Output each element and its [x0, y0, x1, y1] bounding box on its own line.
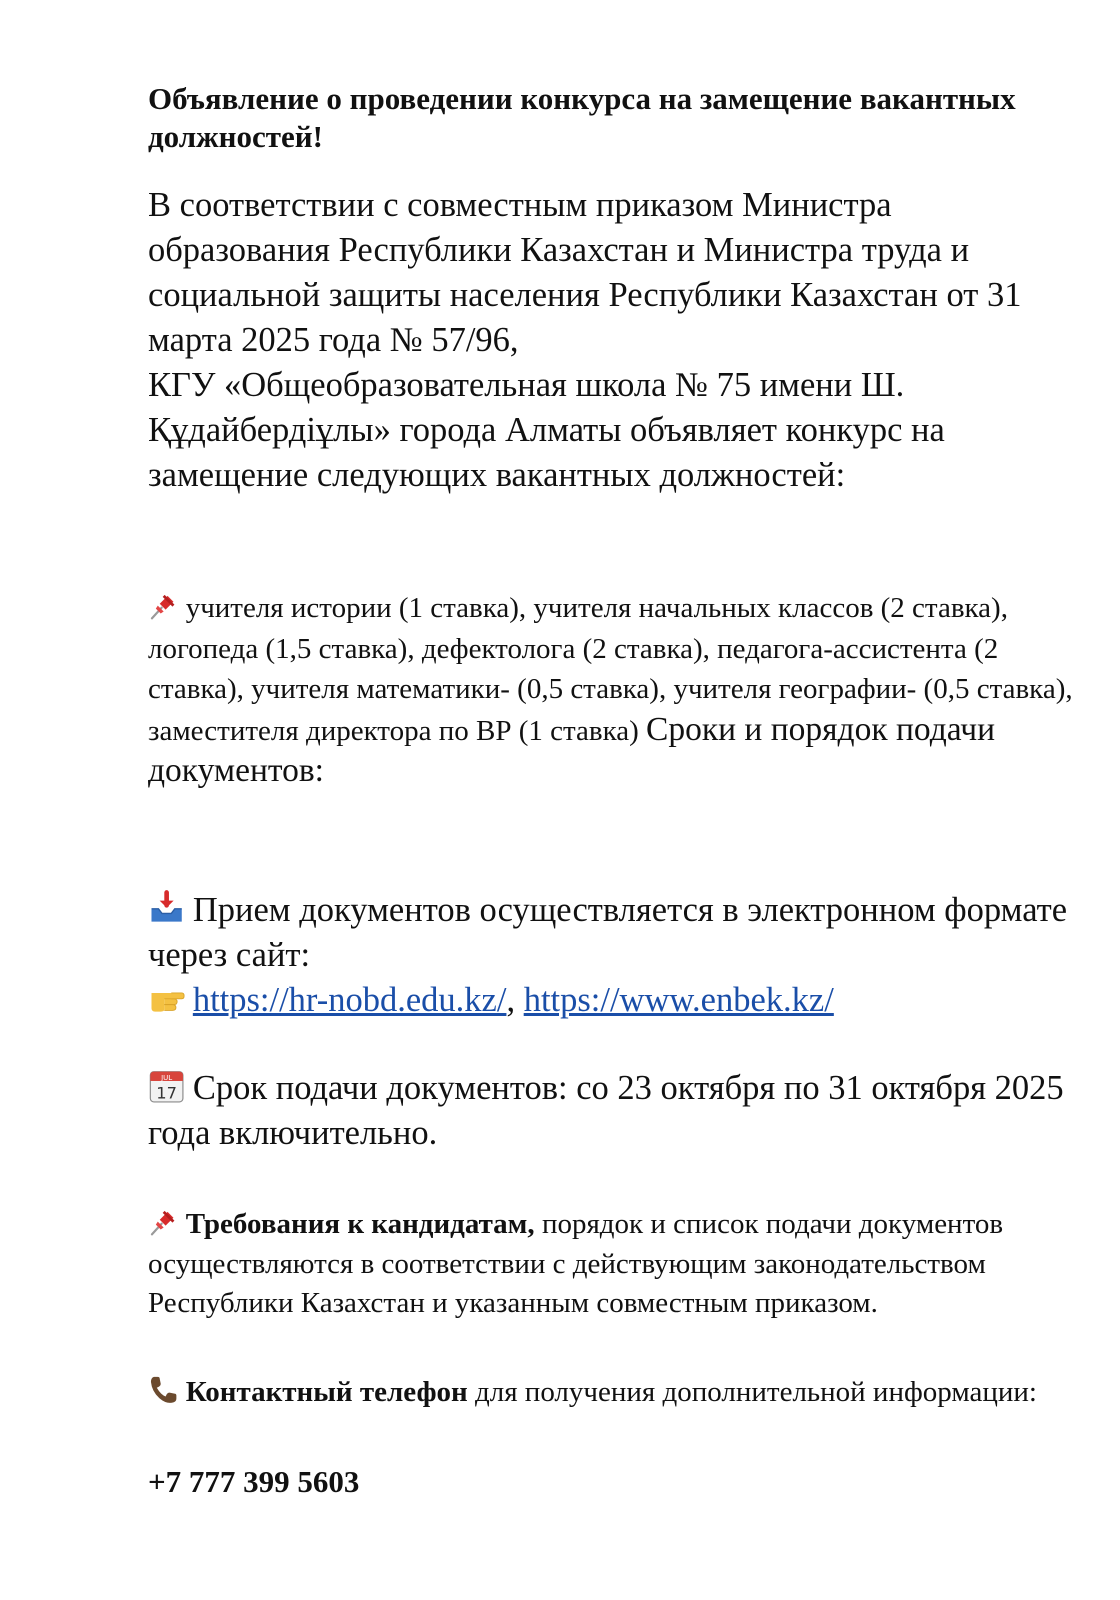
- requirements-section: [148, 1205, 1080, 1324]
- requirements-heading: Требования к кандидатам,: [185, 1208, 535, 1240]
- vacancy-list-text: учителя истории (1 ставка), учителя начальных классов (2 ставка), логопеда (1,5 ставка), дефектолога (2 ставка), педагога-ассистента (2 ставка), учителя математики- (0,5 ставка), учителя географии- (0,5 ставка), заместителя директора по ВР (1 ставка): [148, 592, 1073, 747]
- pushpin-icon: [148, 1206, 179, 1237]
- contact-section: [148, 1373, 1080, 1413]
- enbek-link[interactable]: https://www.enbek.kz/: [523, 981, 834, 1019]
- reception-text: Прием документов осуществляется в электронном формате через сайт:: [148, 891, 1068, 974]
- reception-section: [148, 888, 1080, 1023]
- contact-phone-number[interactable]: +7 777 399 5603: [148, 1464, 360, 1499]
- calendar-month: JUL: [161, 1073, 173, 1082]
- intro-section: [148, 183, 1080, 498]
- deadline-text: Срок подачи документов: со 23 октября по 31 октября 2025 года включительно.: [148, 1069, 1064, 1152]
- link-separator: ,: [506, 981, 524, 1019]
- pushpin-icon: [148, 590, 179, 621]
- pointing-hand-icon: [148, 979, 185, 1016]
- deadline-section: [148, 1066, 1080, 1156]
- requirements-text: порядок и список подачи документов осуществляются в соответствии с действующим законодательством Республики Казахстан и указанным совместным приказом.: [148, 1208, 1004, 1319]
- contact-heading: Контактный телефон: [185, 1376, 468, 1408]
- telephone-receiver-icon: [148, 1374, 179, 1405]
- vacancies-section: [148, 588, 1080, 793]
- hr-nobd-link[interactable]: https://hr-nobd.edu.kz/: [192, 981, 507, 1019]
- page-title: Объявление о проведении конкурса на замещение вакантных должностей!: [148, 81, 1016, 154]
- contact-text: для получения дополнительной информации:: [467, 1376, 1037, 1408]
- inbox-tray-icon: [148, 889, 185, 926]
- order-reference-text: В соответствии с совместным приказом Министра образования Республики Казахстан и Министра труда и социальной защиты населения Республики Казахстан от 31 марта 2025 года № 57/96,: [148, 186, 1022, 359]
- calendar-icon: [148, 1067, 185, 1104]
- calendar-day: 17: [156, 1083, 177, 1103]
- procedure-heading: Сроки и порядок подачи документов:: [148, 710, 996, 789]
- school-announcement-text: КГУ «Общеобразовательная школа № 75 имени Ш. Құдайбердіұлы» города Алматы объявляет конкурс на замещение следующих вакантных должностей:: [148, 366, 945, 494]
